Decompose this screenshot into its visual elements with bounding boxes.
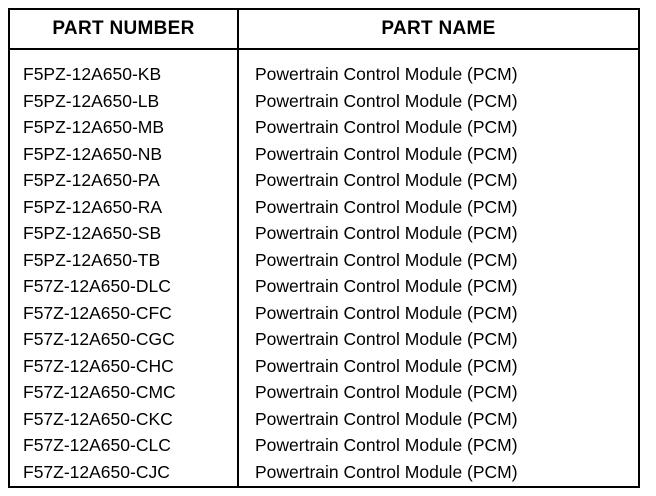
- part-number-cell: F5PZ-12A650-LB: [23, 90, 160, 111]
- part-number-cell: F5PZ-12A650-PA: [23, 170, 160, 190]
- table-header: [10, 10, 638, 50]
- part-name-cell: Powertrain Control Module (PCM): [255, 196, 518, 217]
- part-number-cell: F57Z-12A650-CGC: [23, 329, 175, 349]
- part-name-cell: Powertrain Control Module (PCM): [255, 408, 518, 429]
- part-name-cell: Powertrain Control Module (PCM): [255, 170, 518, 190]
- part-number-cell: F5PZ-12A650-MB: [23, 117, 165, 137]
- part-name-cell: Powertrain Control Module (PCM): [255, 382, 518, 402]
- part-name-cell: Powertrain Control Module (PCM): [255, 249, 518, 270]
- part-name-cell: Powertrain Control Module (PCM): [255, 223, 518, 243]
- part-name-cell: Powertrain Control Module (PCM): [255, 302, 518, 323]
- parts-table: [8, 8, 640, 488]
- part-name-cell: Powertrain Control Module (PCM): [255, 143, 518, 164]
- part-number-cell: F57Z-12A650-CLC: [23, 435, 171, 455]
- part-number-cell: F57Z-12A650-CHC: [23, 355, 174, 376]
- part-number-column: [10, 50, 239, 488]
- column-header-part-number: PART NUMBER: [10, 10, 239, 48]
- part-name-cell: Powertrain Control Module (PCM): [255, 461, 518, 482]
- part-number-cell: F5PZ-12A650-SB: [23, 223, 162, 243]
- part-name-cell: Powertrain Control Module (PCM): [255, 355, 518, 376]
- part-name-cell: Powertrain Control Module (PCM): [255, 329, 518, 349]
- part-number-cell: F5PZ-12A650-NB: [23, 143, 163, 164]
- part-number-cell: F57Z-12A650-CMC: [23, 382, 176, 402]
- part-name-column: [239, 50, 638, 488]
- part-name-cell: Powertrain Control Module (PCM): [255, 90, 518, 111]
- part-number-cell: F5PZ-12A650-TB: [23, 249, 161, 270]
- part-name-cell: Powertrain Control Module (PCM): [255, 435, 518, 455]
- part-name-cell: Powertrain Control Module (PCM): [255, 117, 518, 137]
- table-body: [10, 50, 638, 488]
- part-number-cell: F57Z-12A650-CFC: [23, 302, 172, 323]
- part-number-cell: F5PZ-12A650-KB: [23, 64, 162, 84]
- part-number-cell: F5PZ-12A650-RA: [23, 196, 163, 217]
- part-name-cell: Powertrain Control Module (PCM): [255, 64, 518, 84]
- column-header-part-name: PART NAME: [381, 18, 496, 39]
- part-name-cell: Powertrain Control Module (PCM): [255, 276, 518, 296]
- part-number-cell: F57Z-12A650-CKC: [23, 408, 173, 429]
- part-number-cell: F57Z-12A650-DLC: [23, 276, 171, 296]
- part-number-cell: F57Z-12A650-CJC: [23, 461, 170, 482]
